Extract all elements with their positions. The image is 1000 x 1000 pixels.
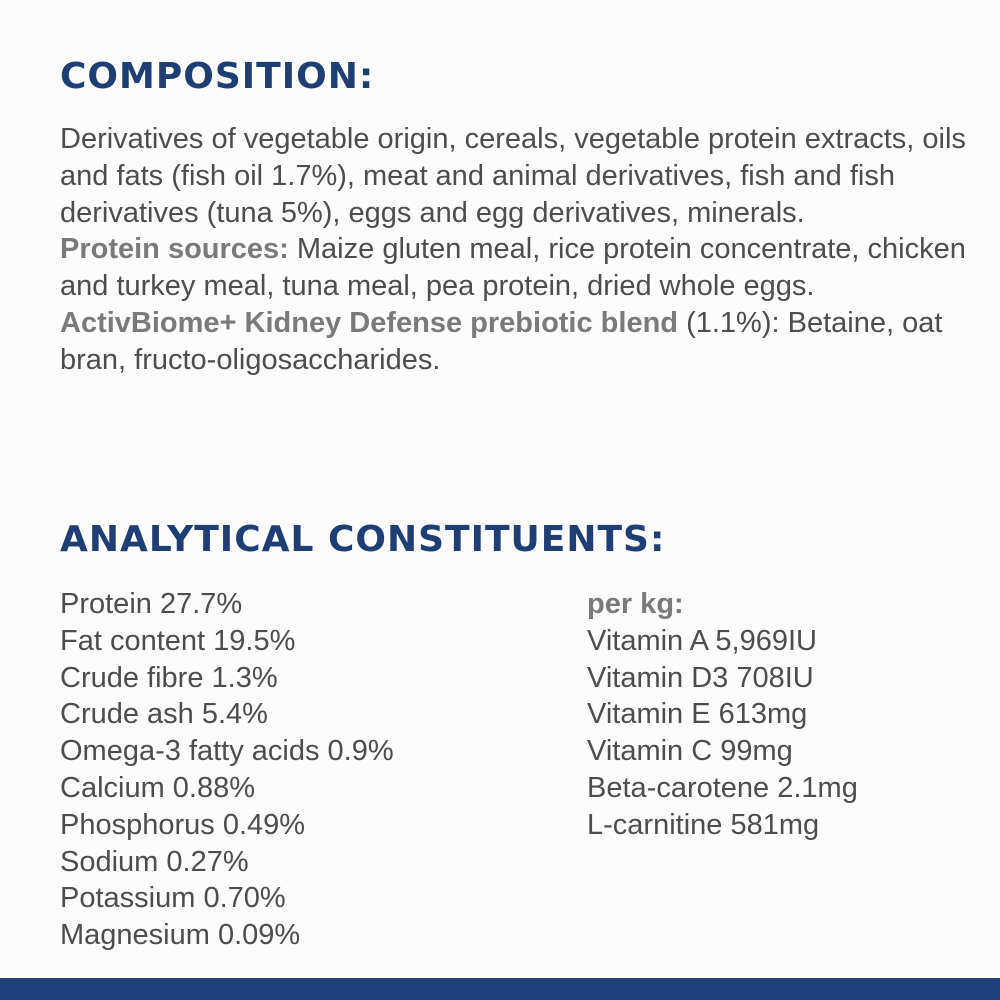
protein-sources-text: Maize gluten meal, rice protein concentrate, chicken and turkey meal, tuna meal, pea protein, dried whole eggs.	[60, 233, 966, 303]
per-kg-label: per kg:	[587, 588, 684, 620]
list-item: Vitamin D3 708IU	[587, 661, 814, 694]
list-item: Calcium 0.88%	[60, 771, 256, 804]
list-item: Vitamin A 5,969IU	[587, 624, 818, 657]
analytical-constituents-heading: ANALYTICAL CONSTITUENTS:	[60, 519, 666, 560]
list-item: Beta-carotene 2.1mg	[587, 771, 858, 804]
list-item: Vitamin E 613mg	[587, 698, 808, 731]
composition-heading: COMPOSITION:	[60, 56, 375, 97]
composition-body	[60, 121, 980, 379]
prebiotic-label: ActivBiome+ Kidney Defense prebiotic blend	[60, 306, 679, 339]
composition-paragraph	[60, 121, 980, 379]
constituents-list	[60, 586, 560, 954]
list-item: Protein 27.7%	[60, 588, 243, 620]
prebiotic-text: (1.1%): Betaine, oat bran, fructo-oligosaccharides.	[60, 306, 943, 376]
protein-sources-label: Protein sources:	[60, 233, 289, 266]
list-item: Omega-3 fatty acids 0.9%	[60, 735, 394, 768]
list-item: Magnesium 0.09%	[60, 919, 301, 952]
ingredients-text: Derivatives of vegetable origin, cereals, vegetable protein extracts, oils and fats (fish oil 1.7%), meat and animal derivatives, fish and fish derivatives (tuna 5%), eggs and egg derivatives, minerals.	[60, 123, 966, 229]
vitamins-list	[587, 586, 987, 844]
list-item: Phosphorus 0.49%	[60, 808, 306, 841]
list-item: Sodium 0.27%	[60, 845, 249, 878]
list-item: Fat content 19.5%	[60, 624, 296, 657]
list-item: Vitamin C 99mg	[587, 735, 793, 768]
list-item: L-carnitine 581mg	[587, 808, 820, 841]
list-item: Crude ash 5.4%	[60, 698, 268, 731]
list-item: Potassium 0.70%	[60, 882, 286, 915]
list-item: Crude fibre 1.3%	[60, 661, 278, 694]
bottom-accent-bar	[0, 978, 1000, 1000]
